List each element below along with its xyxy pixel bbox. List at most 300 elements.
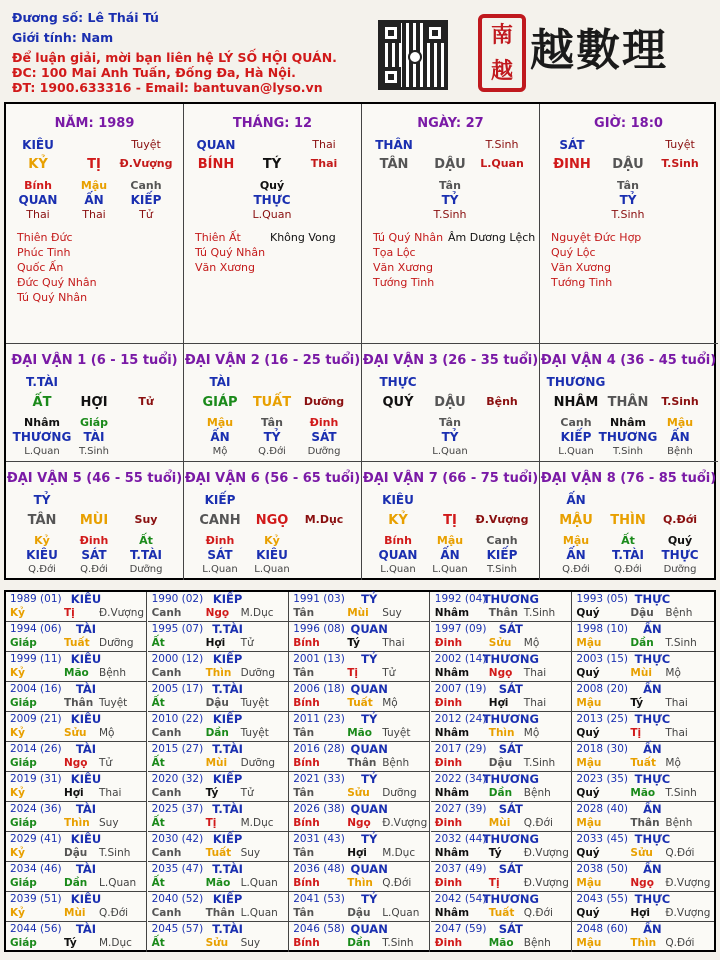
year-stem: Nhâm [434,847,470,859]
hidden-stem: Tân [439,416,461,429]
pillar-stem-branch: TÂN [379,157,409,172]
brand-seal: 南 越 [478,14,526,92]
year-label: 2028 (40) [576,803,629,815]
year-cell [572,712,713,742]
year-phase: M.Dục [240,607,274,619]
year-cell [148,832,289,862]
year-branch: Thân [347,757,377,769]
year-god: THỰC [634,652,671,666]
year-label: 2018 (30) [576,743,629,755]
year-phase: Thai [665,697,688,709]
year-phase: Q.Đới [665,847,695,859]
year-phase: Bệnh [665,817,693,829]
hidden-god: ẤN [566,548,586,562]
contact-line: Để luận giải, mời bạn liên hệ LÝ SỐ HỘI QUÁN. [12,50,337,65]
hidden-god: TỶ [441,193,459,207]
year-god: ẤN [643,742,662,756]
year-phase: Dưỡng [382,787,417,799]
dai-van-stem-branch: Suy [134,513,158,526]
dai-van-god: ẤN [566,493,586,507]
year-stem: Canh [151,667,182,679]
year-phase: Bệnh [523,787,551,799]
gender: Giới tính: Nam [12,30,114,45]
year-cell [431,742,572,772]
star-item: Thiên Ất [195,231,241,244]
hidden-phase: L.Quan [432,446,468,457]
year-phase: L.Quan [240,877,278,889]
hidden-god: KIẾP [560,430,592,444]
year-stem: Ất [151,637,165,649]
year-label: 2002 (14) [434,653,487,665]
dai-van-stem-branch: TUẤT [252,395,292,410]
dai-van-god: TỶ [33,493,51,507]
pillar-stem-branch: L.Quan [480,157,524,170]
year-cell [289,892,430,922]
year-god: T.TÀI [212,682,243,696]
year-branch: Tuất [64,637,90,649]
year-stem: Giáp [10,637,37,649]
year-branch: Dần [64,877,88,889]
hidden-stem: Tân [617,179,639,192]
year-cell [6,682,147,712]
dai-van-title: ĐẠI VẬN 4 (36 - 45 tuổi) [540,353,717,368]
year-god: KIÊU [70,712,102,726]
pillar-stem-branch: Đ.Vượng [119,157,173,170]
hidden-god: TÀI [83,430,105,444]
year-cell [572,592,713,622]
hidden-god: KIẾP [486,548,518,562]
year-god: THỰC [634,832,671,846]
year-phase: Thai [523,667,547,679]
year-label: 2024 (36) [10,803,62,815]
year-branch: Mão [630,787,656,799]
year-stem: Nhâm [434,727,470,739]
year-cell [289,922,430,952]
star-item: Quý Lộc [551,246,596,259]
year-phase: Q.Đới [382,877,412,889]
year-phase: Suy [240,937,261,949]
year-phase: Thai [665,727,688,739]
year-god: T.TÀI [212,922,243,936]
year-branch: Dậu [347,907,371,919]
hidden-god: TỶ [263,430,281,444]
star-item: Văn Xương [551,261,611,274]
pillar-god: SÁT [559,138,585,152]
year-branch: Thân [205,907,235,919]
year-god: ẤN [643,622,662,636]
year-stem: Tân [293,847,315,859]
year-label: 2027 (39) [434,803,487,815]
year-phase: Mộ [523,727,540,739]
dai-van-stem-branch: T.Sinh [661,395,699,408]
pillar-cell [362,104,540,344]
year-phase: Bệnh [523,937,551,949]
year-cell [572,832,713,862]
year-phase: Đ.Vượng [382,817,428,829]
year-phase: Q.Đới [523,817,553,829]
year-stem: Canh [151,727,182,739]
year-god: TỶ [361,652,378,666]
hidden-phase: L.Quan [558,446,594,457]
year-phase: Đ.Vượng [523,877,569,889]
year-cell [148,802,289,832]
year-branch: Ngọ [64,757,88,769]
year-label: 2004 (16) [10,683,62,695]
year-branch: Thân [488,607,518,619]
year-branch: Mão [347,727,372,739]
hidden-phase: T.Sinh [433,208,467,221]
hidden-phase: Dưỡng [129,564,163,575]
year-branch: Mùi [488,817,511,829]
year-cell [6,922,147,952]
year-branch: Mão [205,877,231,889]
year-god: KIẾP [212,772,243,786]
year-stem: Ất [151,697,165,709]
year-god: KIÊU [70,652,102,666]
year-phase: M.Dục [240,817,274,829]
year-branch: Thân [630,817,660,829]
hidden-god: THƯƠNG [598,430,658,444]
year-cell [289,772,430,802]
dai-van-title: ĐẠI VẬN 7 (66 - 75 tuổi) [362,471,539,486]
hidden-stem: Đinh [79,534,109,547]
year-branch: Tý [205,787,219,799]
year-cell [572,922,713,952]
year-cell [6,742,147,772]
year-label: 1989 (01) [10,593,62,605]
year-stem: Kỷ [10,727,25,739]
year-cell [572,892,713,922]
year-phase: Dưỡng [99,637,134,649]
year-branch: Sửu [64,727,87,739]
hidden-phase: L.Quan [254,564,290,575]
header [0,0,720,100]
year-phase: Đ.Vượng [665,907,711,919]
four-pillars-chart [4,102,716,580]
year-label: 2012 (24) [434,713,487,725]
dai-van-god: THƯƠNG [546,375,606,389]
year-label: 2013 (25) [576,713,629,725]
dai-van-stem-branch: Bệnh [486,395,518,408]
year-cell [148,742,289,772]
dai-van-stem-branch: TỊ [443,513,457,528]
year-stem: Kỷ [10,787,25,799]
year-label: 2020 (32) [151,773,204,785]
year-god: KIÊU [70,892,102,906]
year-label: 2005 (17) [151,683,204,695]
hidden-stem: Ất [621,534,635,547]
year-branch: Tý [630,697,644,709]
year-branch: Ngọ [630,877,654,889]
dai-van-title: ĐẠI VẬN 8 (76 - 85 tuổi) [540,471,717,486]
year-god: KIẾP [212,892,243,906]
year-cell [572,862,713,892]
year-cell [148,922,289,952]
hidden-god: QUAN [378,548,418,562]
phone-email-line: ĐT: 1900.633316 - Email: bantuvan@lyso.vn [12,80,323,95]
hidden-phase: L.Quan [380,564,416,575]
year-cell [431,802,572,832]
year-stem: Mậu [576,937,602,949]
year-god: SÁT [498,862,523,876]
year-branch: Dậu [64,847,88,859]
year-god: THƯƠNG [482,712,539,726]
dai-van-god: TÀI [209,375,231,389]
year-cell [6,892,147,922]
year-label: 2021 (33) [293,773,345,785]
year-phase: T.Sinh [523,607,556,619]
year-branch: Hợi [630,907,650,919]
year-label: 2041 (53) [293,893,345,905]
year-cell [431,682,572,712]
star-item: Đức Quý Nhân [17,276,97,289]
year-branch: Tuất [630,757,656,769]
year-god: TÀI [75,622,97,636]
dai-van-cell [540,344,718,462]
year-cell [431,652,572,682]
year-stem: Bính [293,817,320,829]
year-label: 2022 (34) [434,773,487,785]
dai-van-title: ĐẠI VẬN 3 (26 - 35 tuổi) [362,353,539,368]
year-branch: Hợi [205,637,226,649]
year-god: THỰC [634,712,671,726]
dai-van-title: ĐẠI VẬN 2 (16 - 25 tuổi) [184,353,361,368]
pillar-god: QUAN [196,138,236,152]
hidden-phase: T.Sinh [611,208,645,221]
hidden-phase: L.Quan [252,208,292,221]
year-stem: Quý [576,907,600,919]
year-stem: Quý [576,667,600,679]
year-phase: T.Sinh [665,637,697,649]
year-branch: Dậu [205,697,229,709]
year-stem: Bính [293,697,320,709]
year-label: 2045 (57) [151,923,204,935]
year-label: 2006 (18) [293,683,345,695]
year-stem: Tân [293,907,315,919]
hidden-god: ẤN [210,430,230,444]
year-phase: Thai [382,637,405,649]
pillar-title: NĂM: 1989 [54,116,135,131]
hidden-god: ẤN [84,193,104,207]
year-stem: Nhâm [434,607,470,619]
year-god: KIÊU [70,832,102,846]
hidden-stem: Kỷ [34,534,50,547]
year-phase: Mộ [523,637,540,649]
dai-van-stem-branch: NGỌ [255,513,289,528]
year-stem: Giáp [10,877,37,889]
hidden-god: ẤN [670,430,690,444]
year-branch: Hợi [347,847,367,859]
dai-van-stem-branch: NHÂM [553,395,599,410]
dai-van-stem-branch: DẬU [434,395,466,410]
dai-van-stem-branch: MÙI [79,513,109,528]
year-phase: M.Dục [99,937,132,949]
year-god: SÁT [498,742,523,756]
year-stem: Mậu [576,637,602,649]
year-stem: Nhâm [434,907,470,919]
year-label: 2008 (20) [576,683,629,695]
year-stem: Nhâm [434,787,470,799]
year-cell [148,652,289,682]
dai-van-god: T.TÀI [26,375,58,389]
dai-van-cell [540,462,718,580]
year-god: TÀI [75,802,97,816]
year-stem: Bính [293,757,320,769]
year-phase: Tuyệt [240,727,269,739]
year-god: ẤN [643,682,662,696]
year-branch: Tuất [205,847,232,859]
star-item: Phúc Tinh [17,246,71,259]
year-god: KIÊU [70,592,102,606]
year-cell [289,622,430,652]
star-item: Tướng Tinh [551,276,613,289]
year-branch: Dần [347,937,371,949]
year-label: 2019 (31) [10,773,62,785]
year-god: QUAN [350,922,388,936]
dai-van-stem-branch: M.Dục [304,513,344,526]
year-branch: Ngọ [205,607,230,619]
hidden-phase: T.Sinh [613,446,643,457]
year-label: 1990 (02) [151,593,204,605]
hidden-phase: T.Sinh [487,564,517,575]
year-phase: Tử [382,667,396,679]
year-stem: Quý [576,607,600,619]
hidden-phase: Dưỡng [307,446,341,457]
year-phase: Suy [382,607,402,619]
year-stem: Đinh [434,697,463,709]
year-label: 2000 (12) [151,653,204,665]
year-god: T.TÀI [212,622,243,636]
hidden-stem: Mậu [206,416,234,429]
hidden-god: KIÊU [256,548,288,562]
hidden-stem: Tân [439,179,461,192]
year-god: TỶ [361,772,378,786]
hidden-phase: T.Sinh [79,446,109,457]
year-branch: Thìn [64,817,90,829]
year-god: SÁT [498,922,523,936]
dai-van-god: KIÊU [382,493,414,507]
pillar-stem-branch: DẬU [434,157,466,172]
year-god: TỶ [361,712,378,726]
year-branch: Tý [488,847,502,859]
year-stem: Quý [576,847,600,859]
year-label: 2032 (44) [434,833,487,845]
hidden-god: SÁT [311,430,337,444]
year-label: 1993 (05) [576,593,629,605]
year-stem: Mậu [576,757,602,769]
pillar-stem-branch: KỶ [28,157,48,172]
year-phase: Q.Đới [99,907,129,919]
pillar-god: Thai [312,138,336,151]
year-label: 2034 (46) [10,863,62,875]
year-cell [289,862,430,892]
hidden-phase: Thai [26,208,50,221]
year-branch: Mão [64,667,89,679]
hidden-god: ẤN [440,548,460,562]
year-stem: Nhâm [434,667,470,679]
year-branch: Dần [488,787,513,799]
year-label: 2039 (51) [10,893,62,905]
year-branch: Ngọ [488,667,513,679]
year-stem: Giáp [10,937,37,949]
year-label: 2046 (58) [293,923,345,935]
pillar-cell [184,104,362,344]
year-label: 2025 (37) [151,803,204,815]
year-phase: M.Dục [382,847,416,859]
year-label: 2033 (45) [576,833,629,845]
dai-van-stem-branch: THÌN [610,513,646,528]
hidden-god: THỰC [253,193,291,207]
year-stem: Giáp [10,757,37,769]
hidden-stem: Canh [486,534,518,547]
year-god: THƯƠNG [482,592,539,606]
year-branch: Mùi [64,907,86,919]
year-label: 2040 (52) [151,893,204,905]
pillar-god: T.Sinh [485,138,519,151]
dai-van-stem-branch: MẬU [559,513,593,528]
year-cell [148,892,289,922]
year-label: 2035 (47) [151,863,204,875]
pillar-title: NGÀY: 27 [417,116,484,131]
qr-code-icon[interactable] [378,20,448,90]
year-phase: Bệnh [99,667,126,679]
year-branch: Thìn [205,667,232,679]
year-stem: Canh [151,787,182,799]
year-label: 1998 (10) [576,623,629,635]
star-item: Tú Quý Nhân [17,291,88,304]
year-god: TÀI [75,682,97,696]
year-god: TỶ [361,592,378,606]
year-god: SÁT [498,802,523,816]
year-phase: Bệnh [382,757,410,769]
star-item-secondary: Không Vong [270,231,336,244]
year-stem: Mậu [576,817,602,829]
year-stem: Canh [151,847,182,859]
pillar-god: Tuyệt [665,138,695,151]
year-cell [431,622,572,652]
year-label: 2017 (29) [434,743,487,755]
year-branch: Sửu [630,847,653,859]
year-branch: Tị [64,607,75,619]
hidden-stem: Nhâm [610,416,646,429]
star-item: Quốc Ấn [17,261,64,274]
year-branch: Ngọ [347,817,371,829]
dai-van-stem-branch: KỶ [388,513,408,528]
dai-van-title: ĐẠI VẬN 5 (46 - 55 tuổi) [6,471,183,486]
year-cell [572,772,713,802]
year-god: ẤN [643,862,662,876]
year-label: 2003 (15) [576,653,629,665]
year-god: QUAN [350,862,388,876]
year-label: 2030 (42) [151,833,204,845]
year-stem: Giáp [10,697,37,709]
year-label: 1996 (08) [293,623,345,635]
year-stem: Mậu [576,877,602,889]
pillar-stem-branch: Thai [310,157,338,170]
year-phase: Tử [240,787,254,799]
year-cell [148,622,289,652]
hidden-phase: Mộ [212,446,228,457]
year-god: ẤN [643,922,662,936]
year-god: SÁT [498,622,523,636]
year-branch: Sửu [347,787,370,799]
year-stem: Quý [576,787,600,799]
year-phase: Đ.Vượng [523,847,569,859]
pillar-stem-branch: DẬU [612,157,644,172]
year-god: TÀI [75,742,97,756]
year-stem: Đinh [434,877,463,889]
pillar-cell [540,104,718,344]
